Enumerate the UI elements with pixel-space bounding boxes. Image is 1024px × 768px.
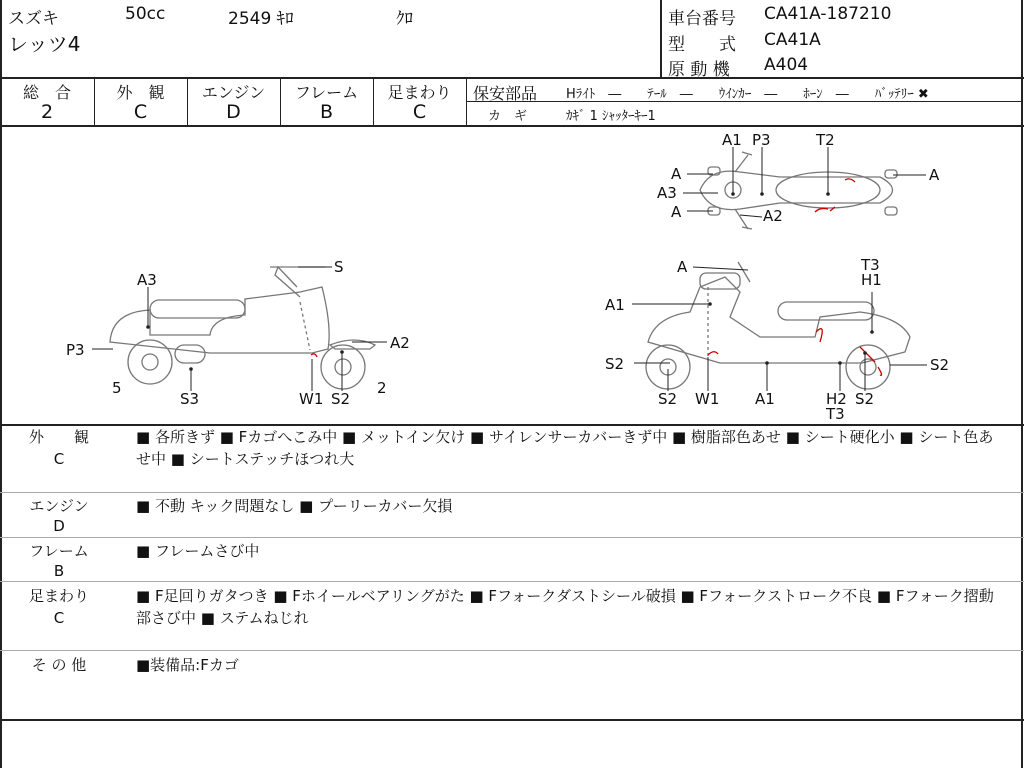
frame-border-bottom — [0, 719, 1024, 721]
color: ｸﾛ — [396, 9, 413, 29]
model-name: レッツ4 — [8, 32, 81, 56]
diagram-label: A3 — [657, 184, 677, 202]
divider-sec3 — [0, 581, 1024, 582]
diagram-label: S2 — [605, 355, 625, 373]
section-frame-grade: B — [53, 562, 65, 580]
section-engine-label: エンジン — [29, 497, 89, 515]
score-exterior-value: C — [133, 101, 148, 123]
key-label: カ ギ — [488, 109, 528, 124]
diagram-label: P3 — [752, 131, 771, 149]
divider-header — [0, 77, 1024, 79]
section-suspension-grade: C — [53, 609, 65, 627]
section-frame-text: ■ フレームさび中 — [136, 542, 260, 560]
score-frame-value: B — [319, 101, 334, 123]
diagram-label: S2 — [658, 390, 678, 408]
diagram-label: A1 — [755, 390, 775, 408]
engine-value: A404 — [764, 55, 809, 75]
section-engine-text: ■ 不動 キック問題なし ■ プーリーカバー欠損 — [136, 497, 453, 515]
diagram-label: A2 — [390, 334, 410, 352]
safety-label: 保安部品 — [473, 84, 538, 103]
diagram-label: W1 — [695, 390, 720, 408]
diagram-label: T3 — [826, 405, 845, 423]
key-value: ｶｷﾞ 1 ｼｬｯﾀｰｷｰ1 — [566, 109, 656, 124]
score-suspension-label: 足まわり — [387, 83, 452, 102]
diagram-label: 2 — [377, 379, 387, 397]
diagram-label: H1 — [861, 271, 882, 289]
section-engine-grade: D — [53, 517, 65, 535]
displacement: 50cc — [125, 4, 166, 24]
frame-no-label: 車台番号 — [668, 9, 736, 29]
type-label: 型 式 — [668, 35, 736, 55]
divider-sec2 — [0, 537, 1024, 538]
section-exterior-label: 外 観 — [28, 428, 89, 446]
diagram-label: H2 — [826, 390, 847, 408]
section-frame-label: フレーム — [29, 542, 89, 560]
mileage: 2549 ｷﾛ — [228, 9, 294, 29]
section-exterior-text: ■ 各所きず ■ Fカゴへこみ中 ■ メットイン欠け ■ サイレンサーカバーきず中 ■ 樹脂部色あせ ■ シート硬化小 ■ シート色あせ中 ■ シートステッチほつれ大 — [136, 428, 994, 468]
score-frame-label: フレーム — [294, 83, 359, 102]
diagram-label: T2 — [816, 131, 835, 149]
safety-items: Hﾗｲﾄ ― ﾃｰﾙ ― ｳｲﾝｶｰ ― ﾎｰﾝ ― ﾊﾞｯﾃﾘｰ ✖ — [566, 87, 929, 102]
score-overall-value: 2 — [40, 101, 54, 123]
diagram-label: A1 — [605, 296, 625, 314]
diagram-label: A3 — [137, 271, 157, 289]
diagram-label: P3 — [66, 341, 85, 359]
diagram-label: A2 — [763, 207, 783, 225]
diagram-label: 5 — [112, 379, 122, 397]
diagram-label: S2 — [930, 356, 950, 374]
diagram-label: S3 — [180, 390, 200, 408]
frame-no: CA41A-187210 — [764, 4, 892, 24]
section-other-text: ■装備品:Fカゴ — [136, 656, 239, 674]
diagram-label: S2 — [855, 390, 875, 408]
type-value: CA41A — [764, 30, 821, 50]
maker: スズキ — [8, 9, 59, 29]
score-engine-label: エンジン — [201, 83, 266, 102]
engine-label: 原 動 機 — [668, 60, 730, 80]
divider-sec4 — [0, 650, 1024, 651]
section-other-label: そ の 他 — [31, 656, 87, 674]
score-exterior-label: 外 観 — [116, 83, 165, 102]
divider-header-vertical — [660, 0, 662, 78]
section-suspension-label: 足まわり — [28, 587, 89, 605]
diagram-label: A — [929, 166, 940, 184]
diagram-label: S2 — [331, 390, 351, 408]
score-suspension-value: C — [412, 101, 427, 123]
diagram-label: A — [677, 258, 688, 276]
diagram-label: W1 — [299, 390, 324, 408]
diagram-label: A — [671, 165, 682, 183]
section-exterior-grade: C — [53, 450, 65, 468]
diagram-label: S — [334, 258, 344, 276]
diagram-label: A — [671, 203, 682, 221]
section-suspension-text: ■ F足回りガタつき ■ Fホイールベアリングがた ■ Fフォークダストシール破損 ■ Fフォークストローク不良 ■ Fフォーク摺動部さび中 ■ ステムねじれ — [136, 587, 994, 627]
diagram-label: T3 — [861, 256, 880, 274]
diagram-label: A1 — [722, 131, 742, 149]
score-engine-value: D — [226, 101, 241, 123]
divider-sec1 — [0, 492, 1024, 493]
score-divider-5 — [466, 78, 467, 126]
score-overall-label: 総 合 — [22, 83, 71, 102]
